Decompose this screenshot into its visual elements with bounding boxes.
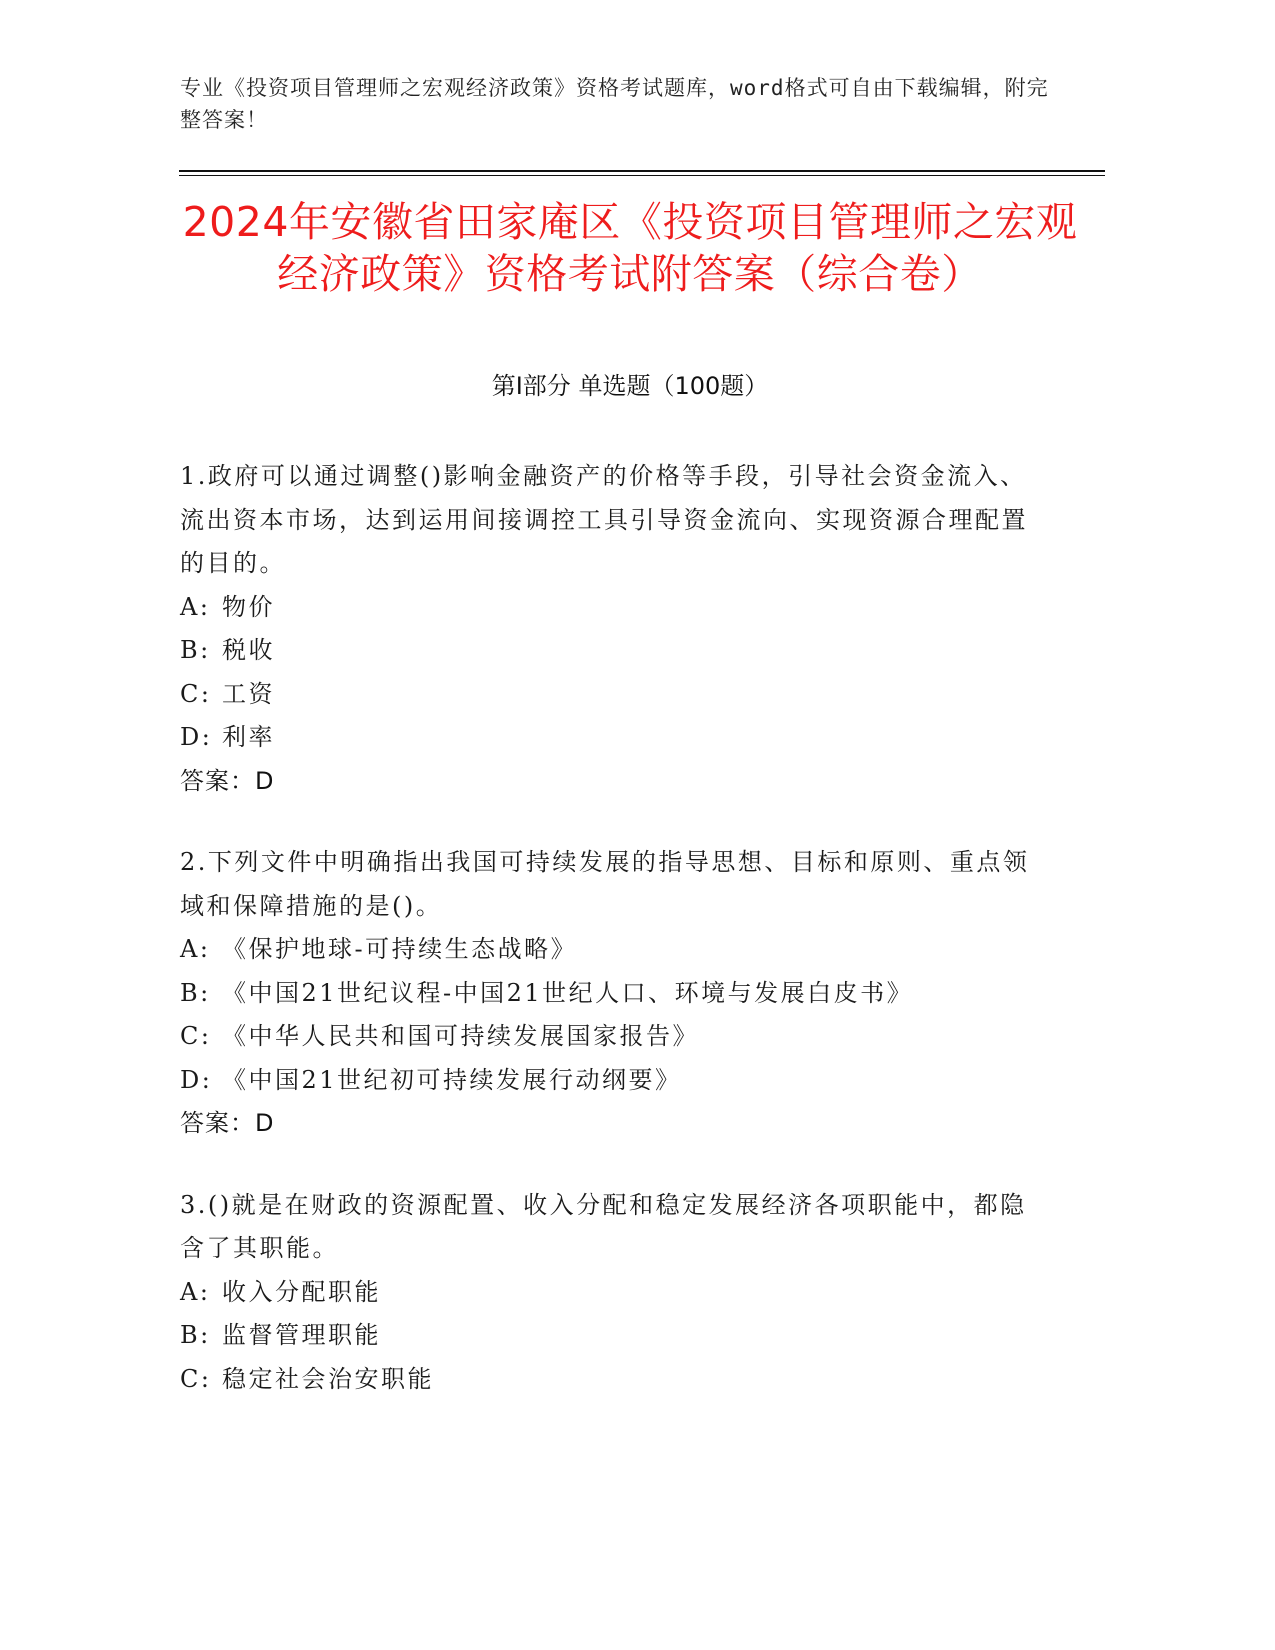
- option-b: [180, 1314, 1030, 1358]
- option-letter: A:: [180, 592, 211, 621]
- header-note: 专业《投资项目管理师之宏观经济政策》资格考试题库，word格式可自由下载编辑，附完整答案！: [180, 76, 1049, 132]
- option-text: 利率: [222, 723, 275, 751]
- option-b: [180, 629, 1030, 673]
- header-rule-thick: [179, 170, 1105, 172]
- option-c: [180, 1015, 1030, 1059]
- question-stem: 2.下列文件中明确指出我国可持续发展的指导思想、目标和原则、重点领域和保障措施的是()。: [180, 848, 1030, 920]
- option-letter: C:: [180, 679, 212, 708]
- option-letter: A:: [180, 935, 211, 963]
- option-a: [180, 1271, 1030, 1315]
- option-c: [180, 1358, 1030, 1402]
- question-list: [180, 455, 1030, 1439]
- option-letter: C:: [180, 1364, 212, 1393]
- option-d: [180, 716, 1030, 760]
- option-letter: D:: [180, 723, 213, 751]
- option-text: 税收: [222, 636, 275, 664]
- option-c: [180, 673, 1030, 717]
- option-letter: A:: [180, 1277, 211, 1306]
- option-text: 《中国21世纪议程-中国21世纪人口、环境与发展白皮书》: [222, 978, 914, 1007]
- option-letter: B:: [180, 978, 211, 1007]
- option-text: 稳定社会治安职能: [222, 1364, 434, 1393]
- option-letter: B:: [180, 636, 211, 664]
- section-title: 第Ⅰ部分 单选题（100题）: [491, 372, 769, 400]
- answer-line: 答案：D: [180, 1109, 275, 1137]
- option-text: 工资: [222, 679, 275, 708]
- question-3: [180, 1184, 1030, 1402]
- option-text: 《中华人民共和国可持续发展国家报告》: [222, 1022, 699, 1050]
- option-a: [180, 586, 1030, 630]
- option-d: [180, 1059, 1030, 1103]
- question-stem: 3.()就是在财政的资源配置、收入分配和稳定发展经济各项职能中，都隐含了其职能。: [180, 1190, 1027, 1262]
- option-text: 《保护地球-可持续生态战略》: [222, 935, 578, 963]
- option-letter: D:: [180, 1065, 213, 1094]
- option-text: 监督管理职能: [222, 1321, 381, 1349]
- option-a: [180, 928, 1030, 972]
- option-text: 物价: [222, 592, 275, 621]
- option-b: [180, 972, 1030, 1016]
- question-2: [180, 841, 1030, 1146]
- question-1: [180, 455, 1030, 803]
- header-rule-thin: [179, 175, 1105, 176]
- option-letter: C:: [180, 1022, 212, 1050]
- answer-line: 答案：D: [180, 766, 275, 795]
- document-title: 2024年安徽省田家庵区《投资项目管理师之宏观经济政策》资格考试附答案（综合卷）: [182, 198, 1078, 298]
- option-letter: B:: [180, 1321, 211, 1349]
- option-text: 《中国21世纪初可持续发展行动纲要》: [222, 1065, 682, 1094]
- option-text: 收入分配职能: [222, 1277, 381, 1306]
- question-stem: 1.政府可以通过调整()影响金融资产的价格等手段，引导社会资金流入、流出资本市场，达到运用间接调控工具引导资金流向、实现资源合理配置的目的。: [180, 462, 1028, 577]
